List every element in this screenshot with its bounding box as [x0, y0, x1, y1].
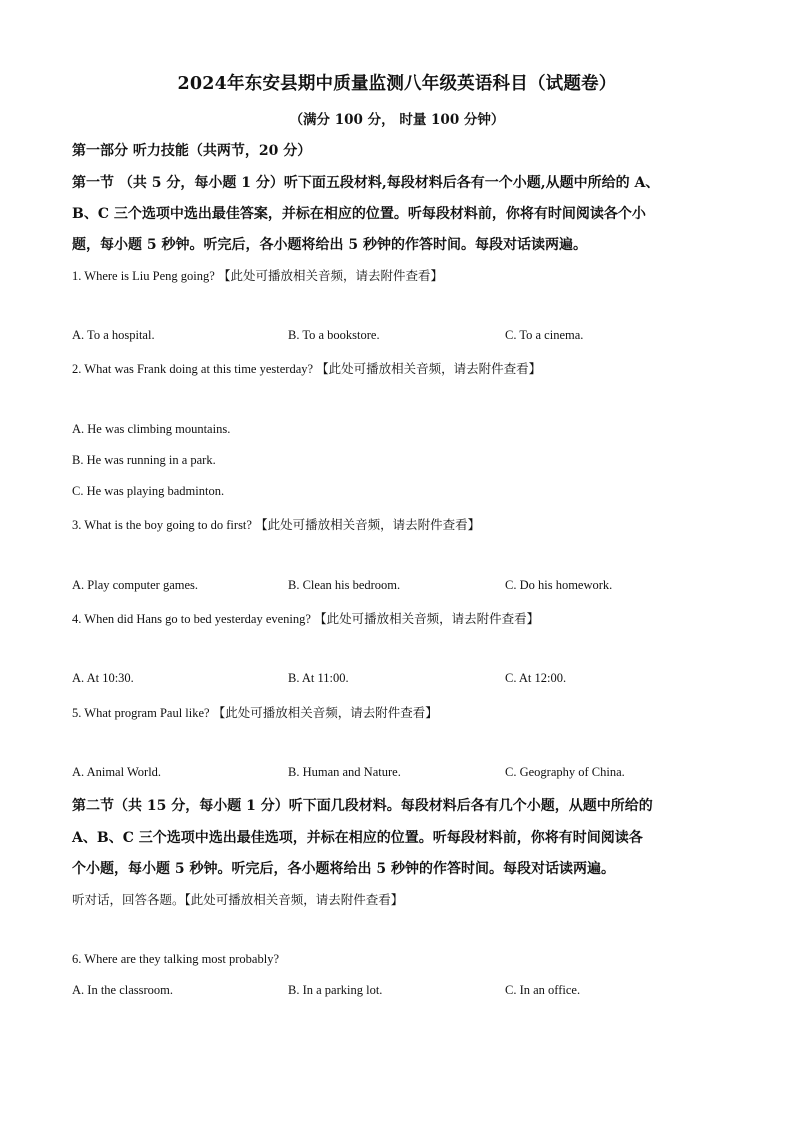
question-5-option-c: C. Geography of China. — [505, 765, 625, 779]
question-2-option-c: C. He was playing badminton. — [72, 484, 225, 498]
page-subtitle: （满分 100 分， 时量 100 分钟） — [289, 112, 505, 128]
question-2 — [72, 359, 541, 377]
question-4 — [72, 609, 539, 627]
audio-note[interactable]: 【此处可播放相关音频，请去附件查看】 — [217, 268, 443, 283]
question-4-option-b: B. At 11:00. — [288, 671, 349, 685]
question-2-option-b: B. He was running in a park. — [72, 453, 216, 467]
question-5-text: 5. What program Paul like? — [72, 706, 210, 720]
question-1-option-c: C. To a cinema. — [505, 328, 584, 342]
page-title: 2024年东安县期中质量监测八年级英语科目（试题卷） — [177, 74, 617, 94]
question-1-option-b: B. To a bookstore. — [288, 328, 380, 342]
question-3-option-c: C. Do his homework. — [505, 578, 613, 592]
question-3-option-a: A. Play computer games. — [72, 578, 199, 592]
question-5-option-b: B. Human and Nature. — [288, 765, 401, 779]
section1-instruction-line-3: 题，每小题 5 秒钟。听完后，各小题将给出 5 秒钟的作答时间。每段对话读两遍。 — [72, 237, 587, 253]
question-5 — [72, 703, 438, 721]
part1-heading: 第一部分 听力技能（共两节，20 分） — [72, 143, 312, 159]
section2-instruction-line-2: A、B、C 三个选项中选出最佳选项，并标在相应的位置。听每段材料前，你将有时间阅读各 — [72, 830, 643, 846]
question-6-option-a: A. In the classroom. — [72, 983, 174, 997]
question-1 — [72, 266, 443, 284]
question-2-option-a: A. He was climbing mountains. — [72, 422, 231, 436]
audio-note[interactable]: 【此处可播放相关音频，请去附件查看】 — [316, 361, 542, 376]
question-6-option-c: C. In an office. — [505, 983, 581, 997]
audio-note[interactable]: 【此处可播放相关音频，请去附件查看】 — [255, 517, 481, 532]
question-4-text: 4. When did Hans go to bed yesterday evening? — [72, 612, 311, 626]
question-4-option-c: C. At 12:00. — [505, 671, 567, 685]
section2-dialogue-instruction[interactable]: 听对话，回答各题。【此处可播放相关音频，请去附件查看】 — [72, 892, 404, 907]
question-3-text: 3. What is the boy going to do first? — [72, 518, 252, 532]
question-1-text: 1. Where is Liu Peng going? — [72, 269, 215, 283]
question-3-option-b: B. Clean his bedroom. — [288, 578, 401, 592]
question-1-option-a: A. To a hospital. — [72, 328, 155, 342]
question-3 — [72, 515, 480, 533]
question-6-option-b: B. In a parking lot. — [288, 983, 383, 997]
question-2-text: 2. What was Frank doing at this time yesterday? — [72, 362, 314, 376]
question-5-option-a: A. Animal World. — [72, 765, 162, 779]
audio-note[interactable]: 【此处可播放相关音频，请去附件查看】 — [314, 611, 540, 626]
question-4-option-a: A. At 10:30. — [72, 671, 134, 685]
section1-instruction-line-2: B、C 三个选项中选出最佳答案，并标在相应的位置。听每段材料前，你将有时间阅读各个小 — [72, 206, 646, 222]
section2-instruction-line-1: 第二节（共 15 分，每小题 1 分）听下面几段材料。每段材料后各有几个小题，从题中所给的 — [72, 798, 653, 814]
section1-instruction-line-1: 第一节 （共 5 分，每小题 1 分）听下面五段材料,每段材料后各有一个小题,从题中所给的 A、 — [72, 175, 660, 191]
question-6-text: 6. Where are they talking most probably? — [72, 952, 279, 966]
audio-note[interactable]: 【此处可播放相关音频，请去附件查看】 — [212, 705, 438, 720]
section2-instruction-line-3: 个小题，每小题 5 秒钟。听完后，各小题将给出 5 秒钟的作答时间。每段对话读两遍。 — [72, 861, 615, 877]
